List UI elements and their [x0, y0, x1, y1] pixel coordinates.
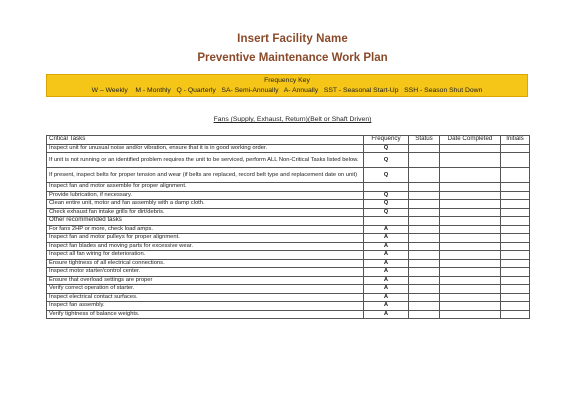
task-frequency: A — [364, 242, 409, 251]
task-frequency: A — [364, 276, 409, 285]
initials-cell[interactable] — [501, 200, 530, 209]
status-cell[interactable] — [409, 225, 440, 234]
date-completed-cell[interactable] — [440, 310, 501, 319]
date-completed-cell[interactable] — [440, 268, 501, 277]
initials-cell[interactable] — [501, 242, 530, 251]
initials-cell[interactable] — [501, 302, 530, 311]
date-completed-cell[interactable] — [440, 200, 501, 209]
date-completed-header: Date Completed — [440, 136, 501, 145]
task-frequency: Q — [364, 200, 409, 209]
status-cell[interactable] — [409, 276, 440, 285]
empty-cell — [409, 217, 440, 226]
section-title: Fans (Supply, Exhaust, Return)(Belt or Shaft Driven) — [213, 116, 372, 123]
status-cell[interactable] — [409, 144, 440, 153]
task-description: Ensure that overload settings are proper — [47, 276, 364, 285]
task-description: Ensure tightness of all electrical connections. — [47, 259, 364, 268]
table-row — [47, 153, 530, 168]
task-description: Inspect fan and motor assemble for proper alignment. — [47, 183, 364, 192]
initials-cell[interactable] — [501, 208, 530, 217]
date-completed-cell[interactable] — [440, 183, 501, 192]
task-frequency: A — [364, 310, 409, 319]
section-row — [47, 217, 530, 226]
frequency-header: Frequency — [364, 136, 409, 145]
other-tasks-header: Other recommended tasks — [47, 217, 364, 226]
initials-cell[interactable] — [501, 310, 530, 319]
task-description: Inspect electrical contact surfaces. — [47, 293, 364, 302]
critical-tasks-header: Critical Tasks — [47, 136, 364, 145]
table-row — [47, 208, 530, 217]
initials-cell[interactable] — [501, 183, 530, 192]
table-row — [47, 293, 530, 302]
date-completed-cell[interactable] — [440, 168, 501, 183]
date-completed-cell[interactable] — [440, 293, 501, 302]
initials-cell[interactable] — [501, 276, 530, 285]
task-frequency: Q — [364, 153, 409, 168]
task-description: Verify tightness of balance weights. — [47, 310, 364, 319]
task-description: Clean entire unit, motor and fan assembly with a damp cloth. — [47, 200, 364, 209]
status-cell[interactable] — [409, 293, 440, 302]
table-row — [47, 310, 530, 319]
task-description: Inspect all fan wiring for deterioration. — [47, 251, 364, 260]
empty-cell — [501, 217, 530, 226]
status-cell[interactable] — [409, 183, 440, 192]
date-completed-cell[interactable] — [440, 234, 501, 243]
table-row — [47, 251, 530, 260]
maintenance-table — [46, 135, 530, 319]
task-description: Inspect fan assembly. — [47, 302, 364, 311]
initials-cell[interactable] — [501, 259, 530, 268]
status-cell[interactable] — [409, 302, 440, 311]
initials-cell[interactable] — [501, 225, 530, 234]
initials-cell[interactable] — [501, 234, 530, 243]
table-row — [47, 191, 530, 200]
task-description: Inspect fan blades and moving parts for excessive wear. — [47, 242, 364, 251]
status-cell[interactable] — [409, 208, 440, 217]
task-frequency: A — [364, 259, 409, 268]
date-completed-cell[interactable] — [440, 276, 501, 285]
task-frequency: A — [364, 268, 409, 277]
status-cell[interactable] — [409, 200, 440, 209]
table-row — [47, 259, 530, 268]
task-description: Inspect motor starter/control center. — [47, 268, 364, 277]
initials-cell[interactable] — [501, 168, 530, 183]
task-frequency: A — [364, 251, 409, 260]
date-completed-cell[interactable] — [440, 191, 501, 200]
task-description: Inspect unit for unusual noise and/or vibration, ensure that it is in good working order. — [47, 144, 364, 153]
table-row — [47, 200, 530, 209]
frequency-key-legend: W – Weekly M - Monthly Q - Quarterly SA- Semi-Annually A- Annually SST - Seasonal Start-Up SSH - Season Shut Down — [91, 87, 483, 94]
task-frequency: A — [364, 234, 409, 243]
frequency-key-title: Frequency Key — [264, 77, 310, 84]
task-frequency: Q — [364, 191, 409, 200]
task-frequency: A — [364, 285, 409, 294]
date-completed-cell[interactable] — [440, 208, 501, 217]
status-cell[interactable] — [409, 251, 440, 260]
task-frequency: A — [364, 293, 409, 302]
task-frequency — [364, 183, 409, 192]
task-frequency: Q — [364, 144, 409, 153]
facility-name: Insert Facility Name — [237, 33, 348, 45]
task-frequency: Q — [364, 168, 409, 183]
task-description: Verify correct operation of starter. — [47, 285, 364, 294]
status-cell[interactable] — [409, 153, 440, 168]
date-completed-cell[interactable] — [440, 153, 501, 168]
status-cell[interactable] — [409, 191, 440, 200]
date-completed-cell[interactable] — [440, 225, 501, 234]
table-row — [47, 276, 530, 285]
task-description: If unit is not running or an identified problem requires the unit to be serviced, perform ALL Non-Critical Tasks listed below. — [47, 153, 364, 168]
plan-title: Preventive Maintenance Work Plan — [197, 52, 388, 64]
table-row — [47, 302, 530, 311]
table-row — [47, 183, 530, 192]
status-cell[interactable] — [409, 285, 440, 294]
initials-cell[interactable] — [501, 153, 530, 168]
table-row — [47, 225, 530, 234]
empty-cell — [440, 217, 501, 226]
initials-cell[interactable] — [501, 293, 530, 302]
initials-cell[interactable] — [501, 268, 530, 277]
date-completed-cell[interactable] — [440, 144, 501, 153]
task-frequency: A — [364, 302, 409, 311]
date-completed-cell[interactable] — [440, 302, 501, 311]
status-cell[interactable] — [409, 259, 440, 268]
task-frequency: A — [364, 225, 409, 234]
table-row — [47, 234, 530, 243]
initials-cell[interactable] — [501, 285, 530, 294]
header-row — [47, 136, 530, 145]
date-completed-cell[interactable] — [440, 251, 501, 260]
status-header: Status — [409, 136, 440, 145]
empty-cell — [364, 217, 409, 226]
date-completed-cell[interactable] — [440, 259, 501, 268]
frequency-key-box — [46, 74, 528, 97]
table-row — [47, 242, 530, 251]
initials-header: Initials — [501, 136, 530, 145]
table-row — [47, 268, 530, 277]
status-cell[interactable] — [409, 168, 440, 183]
status-cell[interactable] — [409, 310, 440, 319]
task-frequency: Q — [364, 208, 409, 217]
table-row — [47, 168, 530, 183]
status-cell[interactable] — [409, 234, 440, 243]
task-description: Check exhaust fan intake grills for dirt/debris. — [47, 208, 364, 217]
task-description: For fans 2HP or more, check load amps. — [47, 225, 364, 234]
date-completed-cell[interactable] — [440, 242, 501, 251]
initials-cell[interactable] — [501, 251, 530, 260]
task-description: Provide lubrication, if necessary. — [47, 191, 364, 200]
table-row — [47, 285, 530, 294]
date-completed-cell[interactable] — [440, 285, 501, 294]
task-description: If present, inspect belts for proper tension and wear (if belts are replaced, record belt type and replacement date on unit) — [47, 168, 364, 183]
status-cell[interactable] — [409, 268, 440, 277]
initials-cell[interactable] — [501, 144, 530, 153]
initials-cell[interactable] — [501, 191, 530, 200]
table-row — [47, 144, 530, 153]
status-cell[interactable] — [409, 242, 440, 251]
task-description: Inspect fan and motor pulleys for proper alignment. — [47, 234, 364, 243]
